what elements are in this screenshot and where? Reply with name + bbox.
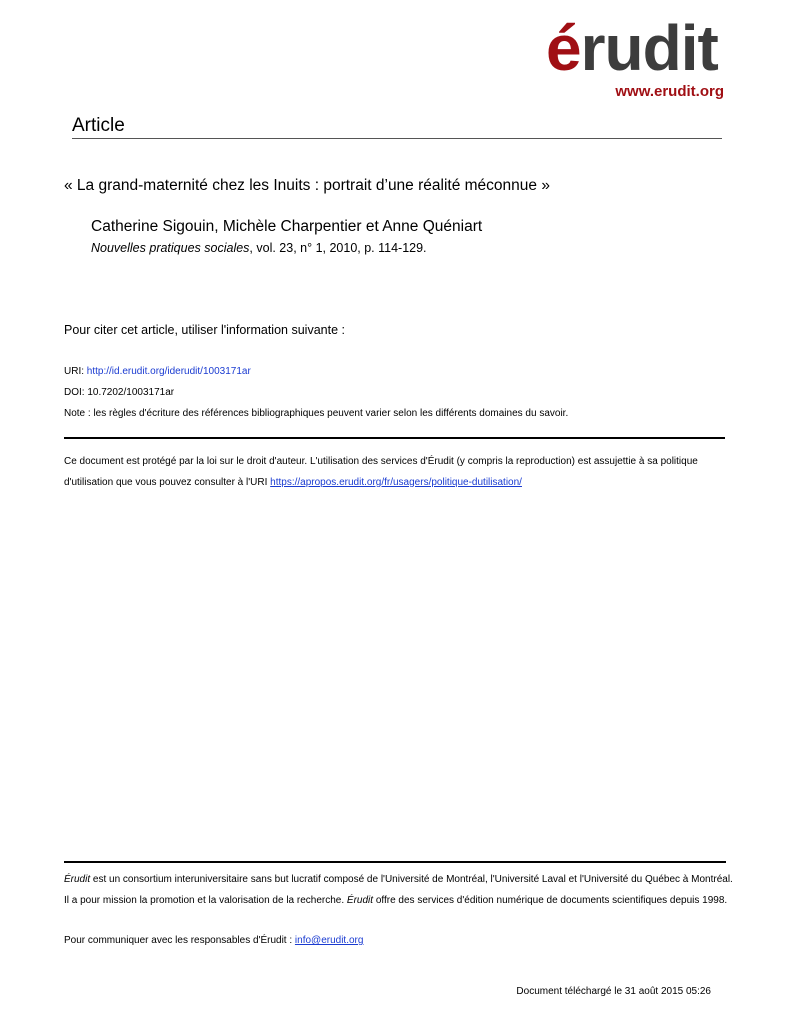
policy-link[interactable]: https://apropos.erudit.org/fr/usagers/politique-dutilisation/ [270, 476, 522, 488]
citation-note: Note : les règles d'écriture des références bibliographiques peuvent varier selon les différents domaines du savoir. [64, 408, 569, 419]
divider-top [64, 437, 725, 439]
cite-heading: Pour citer cet article, utiliser l'information suivante : [64, 323, 345, 337]
erudit-logo [546, 12, 728, 110]
copyright-text: Ce document est protégé par la loi sur le droit d'auteur. L'utilisation des services d'Érudit (y compris la reproduction) est assujettie à sa politique d'utilisation que vous pouvez consulter à l'URI [64, 456, 698, 488]
contact-text: Pour communiquer avec les responsables d'Érudit : [64, 935, 295, 946]
section-label: Article [72, 115, 125, 136]
header-divider [72, 138, 722, 139]
logo-letters: rudit [580, 12, 718, 84]
consortium-info [64, 870, 734, 911]
article-authors: Catherine Sigouin, Michèle Charpentier et Anne Quéniart [91, 218, 483, 235]
citation-details: , vol. 23, n° 1, 2010, p. 114-129. [249, 241, 427, 255]
contact-email-link[interactable]: info@erudit.org [294, 935, 364, 946]
logo-letter-e: é [546, 12, 581, 84]
journal-name: Nouvelles pratiques sociales [91, 241, 250, 255]
doi-value: 10.7202/1003171ar [87, 387, 175, 398]
consortium-text: est un consortium interuniversitaire sans but lucratif composé de l'Université de Montréal, l'Université Laval et l'Université du Québec à Montréal. Il a pour mission la promotion et la valorisation de la recherche. [64, 874, 733, 906]
doi-label: DOI: [64, 387, 88, 398]
logo-wordmark [546, 12, 718, 84]
copyright-notice [64, 452, 734, 493]
doi-line [64, 387, 174, 398]
logo-url: www.erudit.org [615, 83, 724, 100]
uri-line [64, 366, 251, 377]
uri-label: URI: [64, 366, 87, 377]
consortium-text-2: offre des services d'édition numérique de documents scientifiques depuis 1998. [373, 894, 728, 906]
download-timestamp: Document téléchargé le 31 août 2015 05:26 [516, 986, 711, 997]
erudit-name-2: Érudit [346, 894, 374, 906]
divider-bottom [64, 861, 726, 863]
contact-line [64, 935, 363, 946]
article-citation [91, 241, 427, 255]
erudit-name: Érudit [64, 874, 91, 885]
article-title: « La grand-maternité chez les Inuits : portrait d’une réalité méconnue » [64, 177, 550, 194]
uri-link[interactable]: http://id.erudit.org/iderudit/1003171ar [86, 366, 251, 377]
